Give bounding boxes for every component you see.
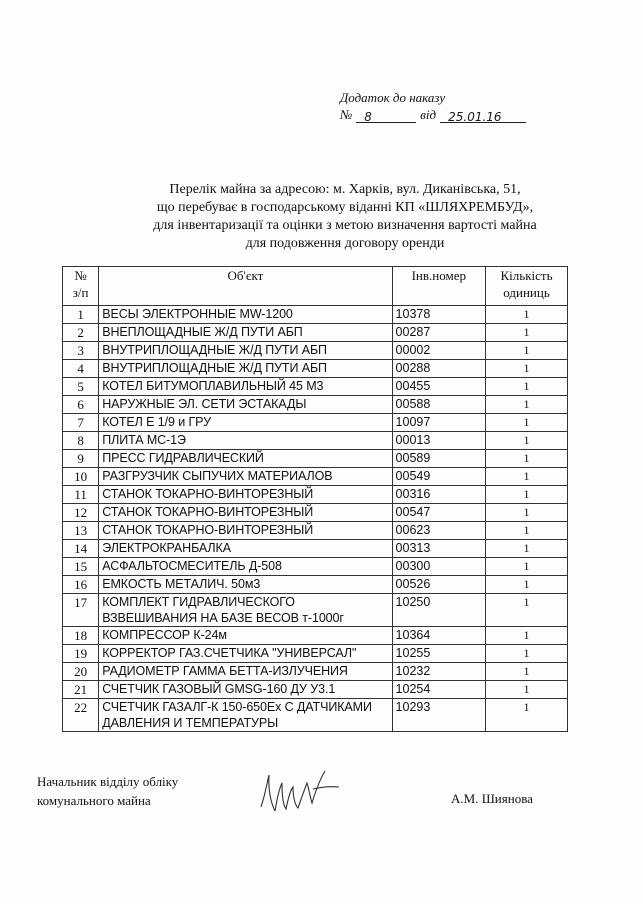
row-quantity: 1 bbox=[486, 306, 568, 324]
signatory-name: А.М. Шиянова bbox=[451, 791, 533, 806]
row-object: ВНУТРИПЛОЩАДНЫЕ Ж/Д ПУТИ АБП bbox=[99, 342, 392, 360]
row-inventory-number: 00316 bbox=[392, 486, 486, 504]
row-quantity: 1 bbox=[486, 378, 568, 396]
row-quantity: 1 bbox=[486, 699, 568, 732]
row-object: ВНЕПЛОЩАДНЫЕ Ж/Д ПУТИ АБП bbox=[99, 324, 392, 342]
row-number: 7 bbox=[63, 414, 99, 432]
row-inventory-number: 10097 bbox=[392, 414, 486, 432]
row-number: 15 bbox=[63, 558, 99, 576]
header-number-line2: з/п bbox=[72, 285, 89, 300]
row-inventory-number: 00588 bbox=[392, 396, 486, 414]
row-object: НАРУЖНЫЕ ЭЛ. СЕТИ ЭСТАКАДЫ bbox=[99, 396, 392, 414]
row-inventory-number: 10254 bbox=[392, 681, 486, 699]
header-quantity-line1: Кількість bbox=[500, 268, 553, 283]
row-quantity: 1 bbox=[486, 414, 568, 432]
row-object: ПРЕСС ГИДРАВЛИЧЕСКИЙ bbox=[99, 450, 392, 468]
table-row bbox=[63, 324, 568, 342]
row-object: СЧЕТЧИК ГАЗОВЫЙ GMSG-160 ДУ У3.1 bbox=[99, 681, 392, 699]
handwritten-signature bbox=[255, 765, 345, 820]
appendix-number-line bbox=[340, 106, 526, 123]
row-quantity: 1 bbox=[486, 504, 568, 522]
title-line: для інвентаризації та оцінки з метою визначення вартості майна bbox=[153, 218, 537, 233]
row-number: 13 bbox=[63, 522, 99, 540]
row-number: 6 bbox=[63, 396, 99, 414]
row-number: 19 bbox=[63, 645, 99, 663]
appendix-heading: Додаток до наказу bbox=[340, 90, 446, 105]
table-row bbox=[63, 681, 568, 699]
row-quantity: 1 bbox=[486, 342, 568, 360]
header-object: Об'єкт bbox=[99, 267, 392, 306]
row-inventory-number: 00002 bbox=[392, 342, 486, 360]
table-row bbox=[63, 576, 568, 594]
row-quantity: 1 bbox=[486, 396, 568, 414]
table-row bbox=[63, 306, 568, 324]
row-number: 17 bbox=[63, 594, 99, 627]
row-inventory-number: 00313 bbox=[392, 540, 486, 558]
title-line: для подовження договору оренди bbox=[245, 236, 445, 251]
row-object: РАЗГРУЗЧИК СЫПУЧИХ МАТЕРИАЛОВ bbox=[99, 468, 392, 486]
row-inventory-number: 10293 bbox=[392, 699, 486, 732]
row-object: СТАНОК ТОКАРНО-ВИНТОРЕЗНЫЙ bbox=[99, 504, 392, 522]
row-number: 18 bbox=[63, 627, 99, 645]
row-inventory-number: 00623 bbox=[392, 522, 486, 540]
row-object: СТАНОК ТОКАРНО-ВИНТОРЕЗНЫЙ bbox=[99, 522, 392, 540]
table-row bbox=[63, 486, 568, 504]
table-row bbox=[63, 558, 568, 576]
table-header-row bbox=[63, 267, 568, 306]
row-object: ЕМКОСТЬ МЕТАЛИЧ. 50м3 bbox=[99, 576, 392, 594]
row-object: СЧЕТЧИК ГАЗАЛГ-К 150-650Ех С ДАТЧИКАМИ ДАВЛЕНИЯ И ТЕМПЕРАТУРЫ bbox=[99, 699, 392, 732]
row-object: ВЕСЫ ЭЛЕКТРОННЫЕ MW-1200 bbox=[99, 306, 392, 324]
table-row bbox=[63, 432, 568, 450]
row-number: 4 bbox=[63, 360, 99, 378]
row-quantity: 1 bbox=[486, 594, 568, 627]
row-inventory-number: 00300 bbox=[392, 558, 486, 576]
table-row bbox=[63, 396, 568, 414]
appendix-no-label: № bbox=[340, 107, 353, 122]
row-number: 3 bbox=[63, 342, 99, 360]
row-number: 1 bbox=[63, 306, 99, 324]
table-row bbox=[63, 378, 568, 396]
row-number: 2 bbox=[63, 324, 99, 342]
table-row bbox=[63, 645, 568, 663]
position-line: Начальник відділу обліку bbox=[37, 774, 179, 789]
row-number: 5 bbox=[63, 378, 99, 396]
row-object: АСФАЛЬТОСМЕСИТЕЛЬ Д-508 bbox=[99, 558, 392, 576]
header-quantity bbox=[486, 267, 568, 306]
row-inventory-number: 00589 bbox=[392, 450, 486, 468]
row-quantity: 1 bbox=[486, 360, 568, 378]
row-inventory-number: 10378 bbox=[392, 306, 486, 324]
row-inventory-number: 00288 bbox=[392, 360, 486, 378]
signatory-position bbox=[37, 772, 178, 810]
row-quantity: 1 bbox=[486, 663, 568, 681]
row-quantity: 1 bbox=[486, 645, 568, 663]
row-inventory-number: 00287 bbox=[392, 324, 486, 342]
table-row bbox=[63, 468, 568, 486]
row-inventory-number: 00013 bbox=[392, 432, 486, 450]
row-number: 16 bbox=[63, 576, 99, 594]
row-object: ВНУТРИПЛОЩАДНЫЕ Ж/Д ПУТИ АБП bbox=[99, 360, 392, 378]
table-row bbox=[63, 627, 568, 645]
row-quantity: 1 bbox=[486, 450, 568, 468]
row-inventory-number: 00455 bbox=[392, 378, 486, 396]
row-number: 14 bbox=[63, 540, 99, 558]
row-object: КОМПРЕССОР К-24м bbox=[99, 627, 392, 645]
row-object: КОМПЛЕКТ ГИДРАВЛИЧЕСКОГО ВЗВЕШИВАНИЯ НА БАЗЕ ВЕСОВ т-1000г bbox=[99, 594, 392, 627]
row-number: 22 bbox=[63, 699, 99, 732]
table-row bbox=[63, 540, 568, 558]
appendix-date-field bbox=[440, 108, 526, 123]
row-number: 21 bbox=[63, 681, 99, 699]
row-quantity: 1 bbox=[486, 432, 568, 450]
row-quantity: 1 bbox=[486, 324, 568, 342]
table-row bbox=[63, 360, 568, 378]
table-row bbox=[63, 342, 568, 360]
header-inventory-number: Інв.номер bbox=[392, 267, 486, 306]
document-title bbox=[80, 181, 610, 253]
row-object: РАДИОМЕТР ГАММА БЕТТА-ИЗЛУЧЕНИЯ bbox=[99, 663, 392, 681]
row-quantity: 1 bbox=[486, 540, 568, 558]
table-row bbox=[63, 699, 568, 732]
table-row bbox=[63, 663, 568, 681]
row-number: 12 bbox=[63, 504, 99, 522]
row-inventory-number: 00549 bbox=[392, 468, 486, 486]
table-row bbox=[63, 414, 568, 432]
appendix-block bbox=[340, 89, 526, 123]
row-object: ЭЛЕКТРОКРАНБАЛКА bbox=[99, 540, 392, 558]
row-number: 8 bbox=[63, 432, 99, 450]
position-line: комунального майна bbox=[37, 793, 151, 808]
row-object: ПЛИТА МС-1Э bbox=[99, 432, 392, 450]
row-number: 10 bbox=[63, 468, 99, 486]
row-number: 20 bbox=[63, 663, 99, 681]
property-table bbox=[62, 266, 568, 732]
row-quantity: 1 bbox=[486, 576, 568, 594]
appendix-date-value: 25.01.16 bbox=[448, 110, 502, 124]
row-object: КОТЕЛ БИТУМОПЛАВИЛЬНЫЙ 45 М3 bbox=[99, 378, 392, 396]
row-quantity: 1 bbox=[486, 468, 568, 486]
table-row bbox=[63, 450, 568, 468]
row-inventory-number: 00526 bbox=[392, 576, 486, 594]
table-row bbox=[63, 504, 568, 522]
row-number: 11 bbox=[63, 486, 99, 504]
row-number: 9 bbox=[63, 450, 99, 468]
title-line: Перелік майна за адресою: м. Харків, вул. Диканівська, 51, bbox=[169, 182, 521, 197]
header-number-line1: № bbox=[74, 268, 87, 283]
table-row bbox=[63, 522, 568, 540]
row-inventory-number: 10255 bbox=[392, 645, 486, 663]
row-inventory-number: 10250 bbox=[392, 594, 486, 627]
row-inventory-number: 10364 bbox=[392, 627, 486, 645]
row-quantity: 1 bbox=[486, 558, 568, 576]
row-object: КОТЕЛ Е 1/9 и ГРУ bbox=[99, 414, 392, 432]
row-inventory-number: 10232 bbox=[392, 663, 486, 681]
row-quantity: 1 bbox=[486, 627, 568, 645]
row-object: КОРРЕКТОР ГАЗ.СЧЕТЧИКА "УНИВЕРСАЛ" bbox=[99, 645, 392, 663]
header-number bbox=[63, 267, 99, 306]
row-object: СТАНОК ТОКАРНО-ВИНТОРЕЗНЫЙ bbox=[99, 486, 392, 504]
appendix-date-label: від bbox=[420, 107, 437, 122]
row-quantity: 1 bbox=[486, 522, 568, 540]
row-quantity: 1 bbox=[486, 486, 568, 504]
header-quantity-line2: одиниць bbox=[503, 285, 550, 300]
row-quantity: 1 bbox=[486, 681, 568, 699]
title-line: що перебуває в господарському віданні КП «ШЛЯХРЕМБУД», bbox=[156, 200, 534, 215]
appendix-no-field bbox=[356, 108, 416, 123]
table-row bbox=[63, 594, 568, 627]
row-inventory-number: 00547 bbox=[392, 504, 486, 522]
appendix-no-value: 8 bbox=[364, 110, 372, 124]
